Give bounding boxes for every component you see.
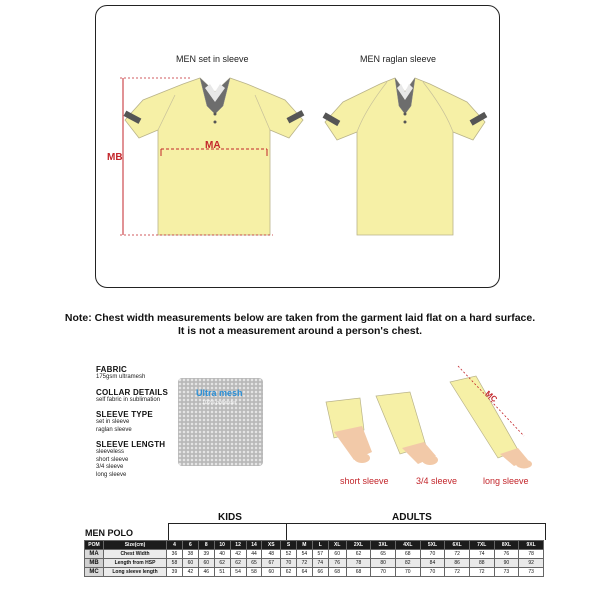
value-cell: 62: [346, 550, 371, 559]
header-cell: 14: [246, 541, 262, 550]
set-in-sleeve-shirt: [120, 78, 304, 235]
sleeve-length-value: 3/4 sleeve: [96, 464, 124, 470]
value-cell: 64: [296, 568, 312, 577]
three-quarter-sleeve-label: 3/4 sleeve: [416, 476, 458, 486]
value-cell: 67: [262, 559, 281, 568]
value-cell: 65: [371, 550, 396, 559]
kids-bracket: [168, 523, 287, 540]
value-cell: 51: [214, 568, 230, 577]
header-cell: 2XL: [346, 541, 371, 550]
value-cell: 73: [519, 568, 544, 577]
adults-heading: ADULTS: [392, 512, 432, 523]
short-sleeve-arm: [326, 398, 372, 463]
header-cell: 6XL: [445, 541, 470, 550]
pom-cell: MB: [85, 559, 104, 568]
value-cell: 76: [494, 550, 519, 559]
collar-title: COLLAR DETAILS: [96, 387, 168, 397]
desc-cell: Long sleeve length: [104, 568, 167, 577]
swatch-subtitle: 100% polyester: [202, 400, 237, 406]
value-cell: 60: [328, 550, 346, 559]
value-cell: 54: [296, 550, 312, 559]
value-cell: 60: [198, 559, 214, 568]
header-cell: M: [296, 541, 312, 550]
header-cell: POM: [85, 541, 104, 550]
sleeve-length-illustration: [318, 360, 543, 470]
header-cell: S: [281, 541, 297, 550]
fabric-title: FABRIC: [96, 365, 127, 374]
fabric-value: 175gsm ultramesh: [96, 374, 146, 380]
swatch-title: Ultra mesh: [196, 388, 243, 398]
value-cell: 57: [312, 550, 328, 559]
header-cell: 3XL: [371, 541, 396, 550]
value-cell: 44: [246, 550, 262, 559]
value-cell: 74: [469, 550, 494, 559]
value-cell: 92: [519, 559, 544, 568]
value-cell: 72: [296, 559, 312, 568]
value-cell: 58: [167, 559, 183, 568]
header-cell: 8: [198, 541, 214, 550]
long-sleeve-label: long sleeve: [483, 476, 529, 486]
value-cell: 52: [281, 550, 297, 559]
value-cell: 70: [420, 568, 445, 577]
mc-measure-label: MC: [483, 389, 499, 404]
value-cell: 86: [445, 559, 470, 568]
header-cell: XS: [262, 541, 281, 550]
header-cell: 12: [230, 541, 246, 550]
sleeve-type-value: set in sleeve: [96, 419, 130, 425]
value-cell: 46: [198, 568, 214, 577]
kids-heading: KIDS: [218, 512, 242, 523]
pom-cell: MA: [85, 550, 104, 559]
mb-measure-label: MB: [107, 152, 123, 163]
header-cell: 10: [214, 541, 230, 550]
value-cell: 80: [371, 559, 396, 568]
value-cell: 48: [262, 550, 281, 559]
value-cell: 78: [346, 559, 371, 568]
size-chart-table: [84, 540, 544, 577]
value-cell: 74: [312, 559, 328, 568]
value-cell: 72: [445, 568, 470, 577]
value-cell: 58: [246, 568, 262, 577]
header-cell: 9XL: [519, 541, 544, 550]
header-cell: 4: [167, 541, 183, 550]
value-cell: 70: [420, 550, 445, 559]
value-cell: 72: [469, 568, 494, 577]
value-cell: 68: [328, 568, 346, 577]
value-cell: 65: [246, 559, 262, 568]
header-cell: Size(cm): [104, 541, 167, 550]
value-cell: 82: [395, 559, 420, 568]
header-cell: 4XL: [395, 541, 420, 550]
value-cell: 54: [230, 568, 246, 577]
value-cell: 88: [469, 559, 494, 568]
table-row: [85, 568, 544, 577]
fabric-swatch: [178, 378, 263, 466]
value-cell: 66: [312, 568, 328, 577]
adults-bracket: [286, 523, 546, 540]
value-cell: 78: [519, 550, 544, 559]
value-cell: 76: [328, 559, 346, 568]
value-cell: 70: [371, 568, 396, 577]
ma-measure-label: MA: [205, 140, 221, 151]
value-cell: 90: [494, 559, 519, 568]
set-in-sleeve-label: MEN set in sleeve: [176, 54, 249, 64]
header-cell: 7XL: [469, 541, 494, 550]
measurement-note-line1: Note: Chest width measurements below are taken from the garment laid flat on a hard surface.: [64, 312, 536, 324]
value-cell: 39: [198, 550, 214, 559]
header-cell: 6: [182, 541, 198, 550]
sleeve-length-value: short sleeve: [96, 456, 129, 463]
value-cell: 84: [420, 559, 445, 568]
long-sleeve-arm: [450, 366, 532, 469]
value-cell: 68: [395, 550, 420, 559]
sleeve-length-value: long sleeve: [96, 471, 127, 478]
value-cell: 70: [395, 568, 420, 577]
sleeve-length-value: sleeveless: [96, 449, 125, 455]
measurement-note-line2: It is not a measurement around a person's chest.: [177, 325, 423, 337]
value-cell: 40: [214, 550, 230, 559]
raglan-sleeve-label: MEN raglan sleeve: [360, 54, 437, 64]
value-cell: 36: [167, 550, 183, 559]
table-row: [85, 559, 544, 568]
value-cell: 38: [182, 550, 198, 559]
header-cell: L: [312, 541, 328, 550]
header-cell: 8XL: [494, 541, 519, 550]
three-quarter-sleeve-arm: [376, 392, 438, 465]
product-name: MEN POLO: [85, 528, 134, 538]
sleeve-type-value: raglan sleeve: [96, 426, 132, 433]
pom-cell: MC: [85, 568, 104, 577]
table-row: [85, 550, 544, 559]
value-cell: 60: [262, 568, 281, 577]
desc-cell: Length from HSP: [104, 559, 167, 568]
value-cell: 62: [230, 559, 246, 568]
value-cell: 68: [346, 568, 371, 577]
value-cell: 42: [182, 568, 198, 577]
value-cell: 72: [445, 550, 470, 559]
collar-value: self fabric in sublimation: [96, 396, 161, 403]
value-cell: 39: [167, 568, 183, 577]
value-cell: 42: [230, 550, 246, 559]
desc-cell: Chest Width: [104, 550, 167, 559]
header-cell: 5XL: [420, 541, 445, 550]
polo-shirts-illustration: [95, 70, 505, 245]
short-sleeve-label: short sleeve: [340, 476, 389, 486]
header-cell: XL: [328, 541, 346, 550]
sleeve-type-title: SLEEVE TYPE: [96, 410, 153, 419]
value-cell: 70: [281, 559, 297, 568]
value-cell: 62: [214, 559, 230, 568]
value-cell: 60: [182, 559, 198, 568]
sleeve-length-title: SLEEVE LENGTH: [96, 440, 166, 449]
raglan-sleeve-shirt: [323, 78, 488, 235]
table-header-row: [85, 541, 544, 550]
value-cell: 73: [494, 568, 519, 577]
value-cell: 62: [281, 568, 297, 577]
